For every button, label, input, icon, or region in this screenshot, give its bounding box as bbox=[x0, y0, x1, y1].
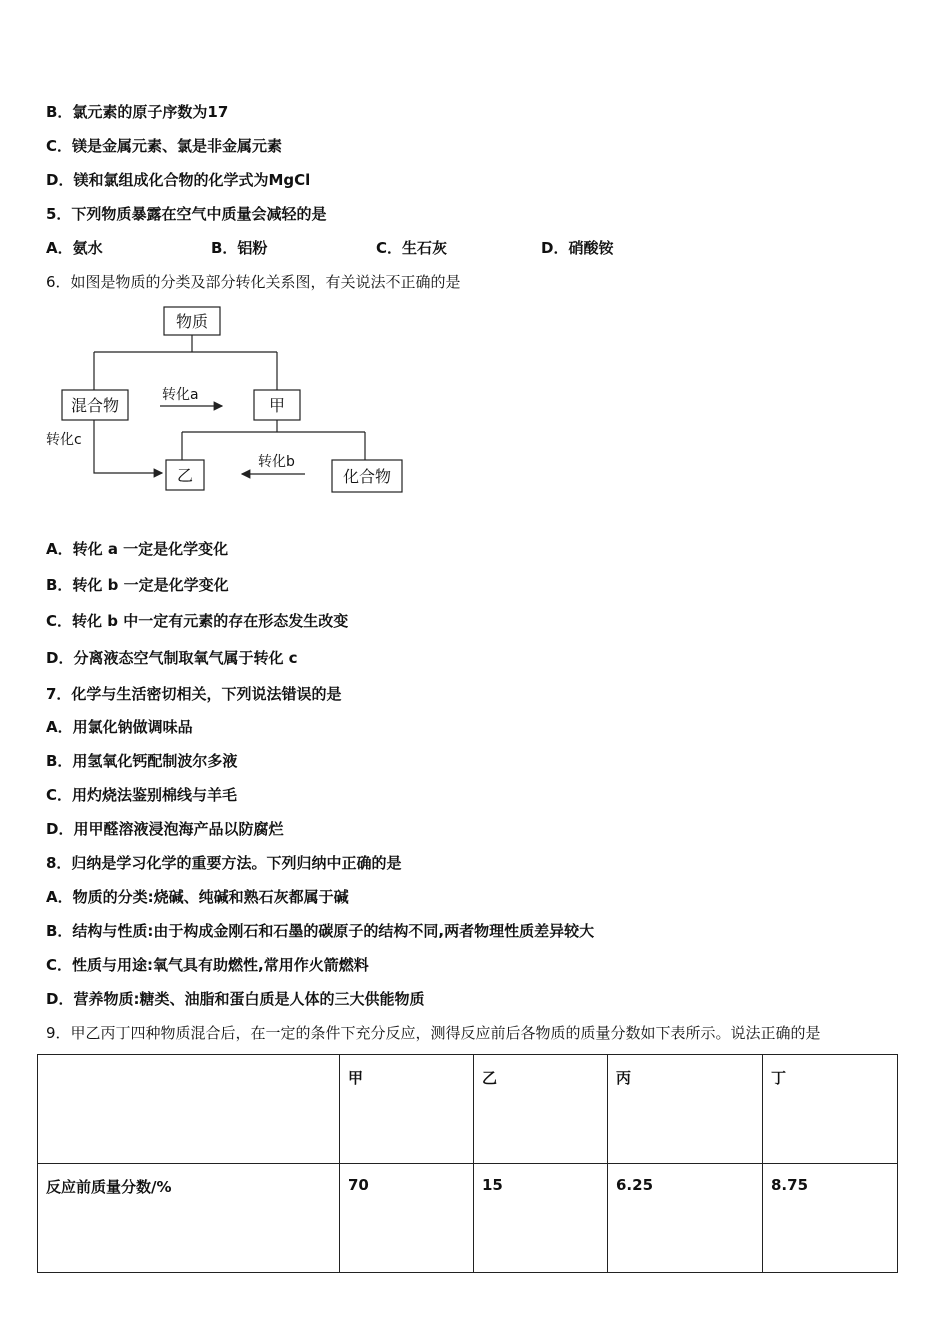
q7-option-d: D．用甲醛溶液浸泡海产品以防腐烂 bbox=[46, 820, 284, 838]
q8-option-c: C．性质与用途:氧气具有助燃性,常用作火箭燃料 bbox=[46, 956, 369, 974]
q6-option-a: A．转化 a 一定是化学变化 bbox=[46, 540, 229, 558]
table-header-cell bbox=[38, 1055, 340, 1164]
table-cell: 70 bbox=[340, 1164, 474, 1273]
q8-stem: 8．归纳是学习化学的重要方法。下列归纳中正确的是 bbox=[46, 854, 402, 872]
q4-option-d: D．镁和氯组成化合物的化学式为MgCl bbox=[46, 171, 311, 189]
q8-option-d: D．营养物质:糖类、油脂和蛋白质是人体的三大供能物质 bbox=[46, 990, 425, 1008]
q5-option-a: A．氨水 bbox=[46, 239, 103, 257]
diagram-label-conv-b: 转化b bbox=[258, 454, 295, 470]
diagram-label-mixture: 混合物 bbox=[70, 396, 120, 415]
q4-option-b: B．氯元素的原子序数为17 bbox=[46, 103, 229, 121]
table-cell: 8.75 bbox=[763, 1164, 898, 1273]
table-header-cell: 乙 bbox=[474, 1055, 608, 1164]
table-header-cell: 丁 bbox=[763, 1055, 898, 1164]
q6-option-b: B．转化 b 一定是化学变化 bbox=[46, 576, 229, 594]
q6-stem: 6．如图是物质的分类及部分转化关系图，有关说法不正确的是 bbox=[46, 273, 461, 291]
diagram-label-conv-c: 转化c bbox=[46, 432, 82, 448]
q5-option-c: C．生石灰 bbox=[376, 239, 448, 257]
table-header-cell: 甲 bbox=[340, 1055, 474, 1164]
q5-stem: 5．下列物质暴露在空气中质量会减轻的是 bbox=[46, 205, 327, 223]
diagram-label-compound: 化合物 bbox=[342, 467, 392, 486]
q4-option-c: C．镁是金属元素、氯是非金属元素 bbox=[46, 137, 283, 155]
q7-option-b: B．用氢氧化钙配制波尔多液 bbox=[46, 752, 238, 770]
diagram-label-conv-a: 转化a bbox=[162, 387, 199, 403]
classification-diagram bbox=[40, 300, 420, 500]
diagram-label-jia: 甲 bbox=[268, 396, 286, 415]
table-cell: 6.25 bbox=[608, 1164, 763, 1273]
q9-stem: 9．甲乙丙丁四种物质混合后，在一定的条件下充分反应，测得反应前后各物质的质量分数如下表所示。说法正确的是 bbox=[46, 1024, 821, 1042]
diagram-arrow-c bbox=[94, 420, 162, 473]
q6-option-c: C．转化 b 中一定有元素的存在形态发生改变 bbox=[46, 612, 349, 630]
table-header-cell: 丙 bbox=[608, 1055, 763, 1164]
q7-stem: 7．化学与生活密切相关，下列说法错误的是 bbox=[46, 685, 342, 703]
diagram-label-yi: 乙 bbox=[176, 466, 194, 485]
table-row bbox=[38, 1164, 898, 1273]
table-header-row bbox=[38, 1055, 898, 1164]
q8-option-a: A．物质的分类:烧碱、纯碱和熟石灰都属于碱 bbox=[46, 888, 349, 906]
q5-options bbox=[46, 238, 746, 258]
diagram-label-substance: 物质 bbox=[175, 312, 209, 331]
q8-option-b: B．结构与性质:由于构成金刚石和石墨的碳原子的结构不同,两者物理性质差异较大 bbox=[46, 922, 595, 940]
q5-option-d: D．硝酸铵 bbox=[541, 239, 614, 257]
q7-option-c: C．用灼烧法鉴别棉线与羊毛 bbox=[46, 786, 238, 804]
table-row-label: 反应前质量分数/% bbox=[38, 1164, 340, 1273]
q6-option-d: D．分离液态空气制取氧气属于转化 c bbox=[46, 649, 298, 667]
q9-table bbox=[37, 1054, 898, 1273]
q5-option-b: B．铝粉 bbox=[211, 239, 268, 257]
q7-option-a: A．用氯化钠做调味品 bbox=[46, 718, 193, 736]
table-cell: 15 bbox=[474, 1164, 608, 1273]
